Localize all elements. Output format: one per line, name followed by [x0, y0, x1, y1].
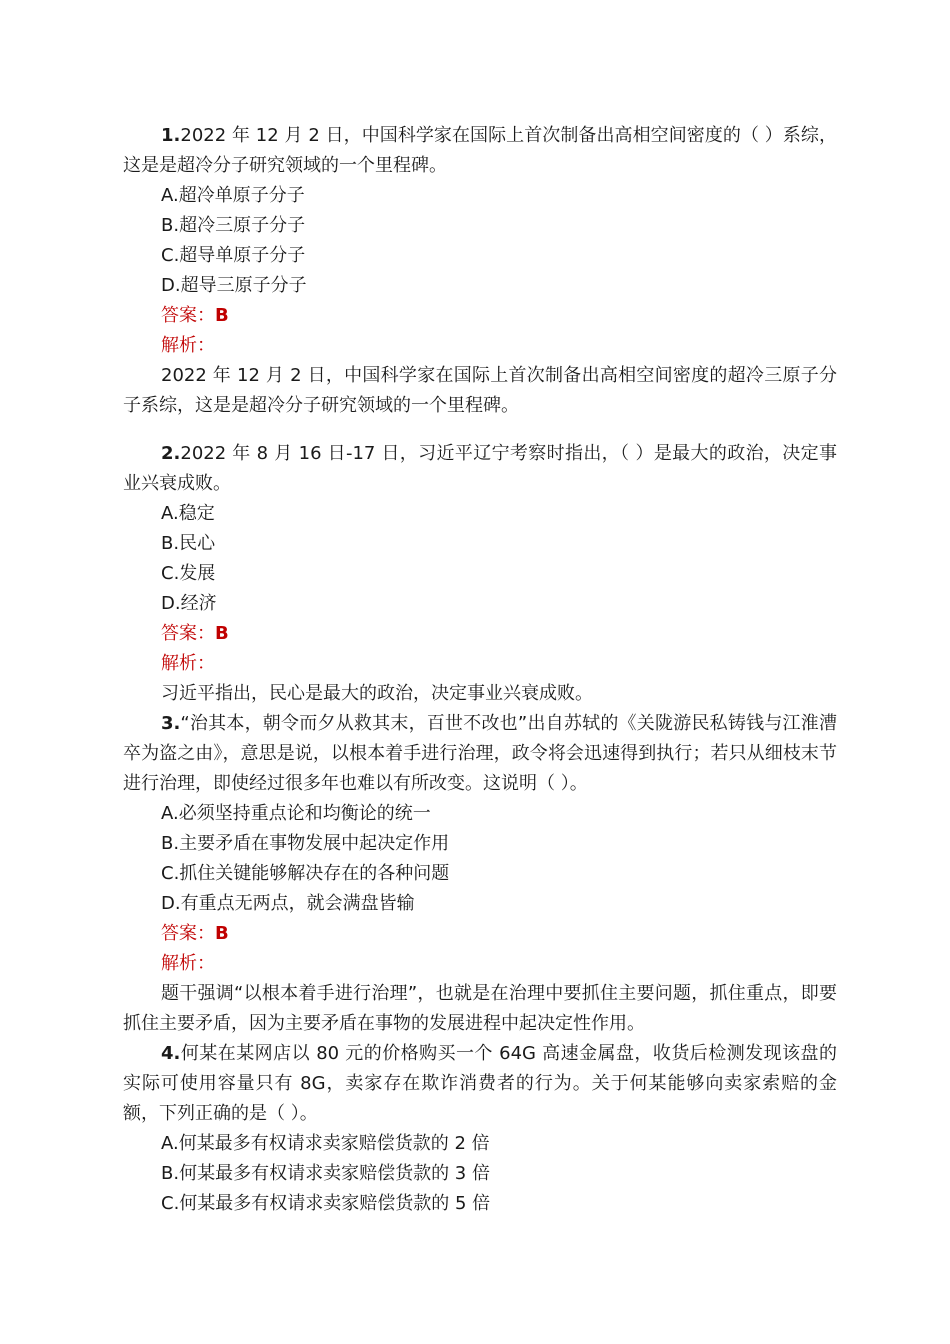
option-a: A.何某最多有权请求卖家赔偿货款的 2 倍 — [161, 1133, 490, 1154]
question-3 — [123, 709, 837, 1039]
question-1 — [123, 121, 837, 421]
question-4 — [123, 1039, 837, 1219]
answer-line — [123, 301, 837, 331]
option-d: D.超导三原子分子 — [161, 275, 307, 296]
document-page — [123, 121, 837, 1219]
option-d: D.经济 — [161, 593, 217, 614]
answer-value: B — [215, 923, 229, 944]
option-b: B.民心 — [161, 533, 216, 554]
question-text: 2022 年 8 月 16 日-17 日，习近平辽宁考察时指出，（ ）是最大的政治，决定事业兴衰成败。 — [123, 443, 837, 494]
answer-line — [123, 919, 837, 949]
analysis-text: 2022 年 12 月 2 日，中国科学家在国际上首次制备出高相空间密度的超冷三原子分子系综，这是是超冷分子研究领域的一个里程碑。 — [123, 365, 837, 416]
option-b: B.何某最多有权请求卖家赔偿货款的 3 倍 — [161, 1163, 490, 1184]
question-stem — [123, 439, 837, 499]
option-c: C.超导单原子分子 — [161, 245, 306, 266]
question-stem — [123, 121, 837, 181]
analysis-label: 解析： — [161, 653, 215, 674]
question-number: 1. — [161, 125, 181, 146]
option-a: A.稳定 — [161, 503, 215, 524]
question-stem — [123, 709, 837, 799]
answer-label: 答案： — [161, 305, 215, 326]
option-d: D.有重点无两点，就会满盘皆输 — [161, 893, 415, 914]
answer-line — [123, 619, 837, 649]
analysis-text: 习近平指出，民心是最大的政治，决定事业兴衰成败。 — [161, 683, 593, 704]
option-b: B.主要矛盾在事物发展中起决定作用 — [161, 833, 450, 854]
option-b: B.超冷三原子分子 — [161, 215, 306, 236]
question-number: 2. — [161, 443, 181, 464]
question-text: 2022 年 12 月 2 日，中国科学家在国际上首次制备出高相空间密度的（ ）系综，这是是超冷分子研究领域的一个里程碑。 — [123, 125, 837, 176]
answer-label: 答案： — [161, 923, 215, 944]
question-text: “治其本，朝令而夕从救其末，百世不改也”出自苏轼的《关陇游民私铸钱与江淮漕卒为盗之由》，意思是说，以根本着手进行治理，政令将会迅速得到执行；若只从细枝末节进行治理，即使经过很多年也难以有所改变。这说明（ ）。 — [123, 713, 837, 794]
answer-value: B — [215, 623, 229, 644]
option-c: C.发展 — [161, 563, 216, 584]
question-2 — [123, 439, 837, 709]
question-number: 4. — [161, 1043, 181, 1064]
analysis-label: 解析： — [161, 953, 215, 974]
analysis-label: 解析： — [161, 335, 215, 356]
option-c: C.何某最多有权请求卖家赔偿货款的 5 倍 — [161, 1193, 491, 1214]
question-stem — [123, 1039, 837, 1129]
option-c: C.抓住关键能够解决存在的各种问题 — [161, 863, 450, 884]
question-number: 3. — [161, 713, 181, 734]
option-a: A.必须坚持重点论和均衡论的统一 — [161, 803, 431, 824]
answer-value: B — [215, 305, 229, 326]
option-a: A.超冷单原子分子 — [161, 185, 305, 206]
analysis-text: 题干强调“以根本着手进行治理”，也就是在治理中要抓住主要问题，抓住重点，即要抓住主要矛盾，因为主要矛盾在事物的发展进程中起决定性作用。 — [123, 983, 837, 1034]
answer-label: 答案： — [161, 623, 215, 644]
question-text: 何某在某网店以 80 元的价格购买一个 64G 高速金属盘，收货后检测发现该盘的实际可使用容量只有 8G，卖家存在欺诈消费者的行为。关于何某能够向卖家索赔的金额，下列正确的是（ ）。 — [123, 1043, 837, 1124]
